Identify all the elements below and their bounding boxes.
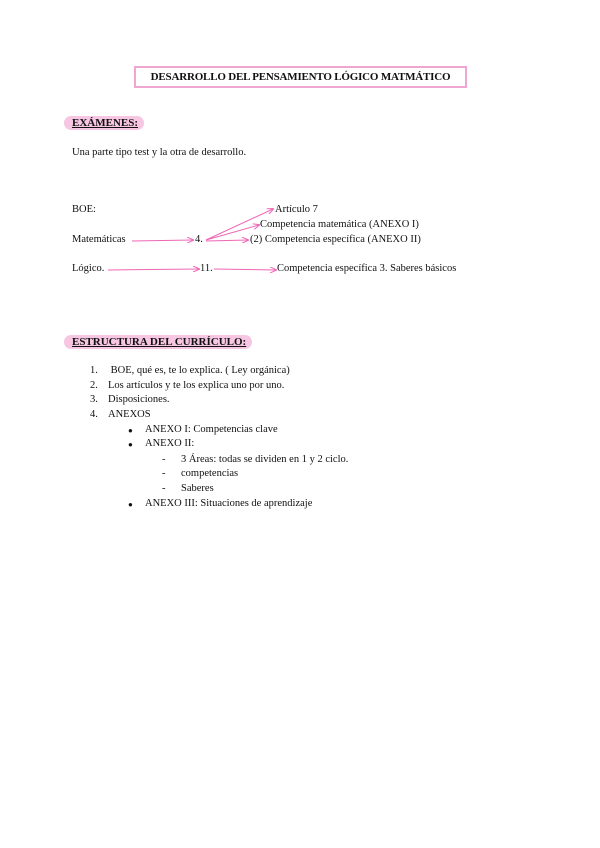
competencia-saberes-label: Competencia específica 3. Saberes básicos [277,263,457,274]
bullet-icon: ● [128,426,133,435]
anexo-item-text: ANEXO III: Situaciones de aprendizaje [145,498,313,509]
arrow-11-to-competencia-saberes [214,269,276,270]
number-4-label: 4. [195,234,203,245]
boe-label: BOE: [72,204,96,215]
list-number: 4. [90,409,98,420]
list-number: 3. [90,394,98,405]
competencia-matematica-label: Competencia matemática (ANEXO I) [260,219,419,230]
dash-icon: - [162,468,166,479]
subitem-text: competencias [181,468,239,479]
anexo-item-text: ANEXO I: Competencias clave [145,424,278,435]
bullet-icon: ● [128,500,133,509]
anexo-item-text: ANEXO II: [145,438,195,449]
logico-label: Lógico. [72,263,105,274]
subitem-text: 3 Áreas: todas se dividen en 1 y 2 ciclo. [181,454,349,465]
list-item-text: Disposiciones. [108,394,170,405]
subitem-text: Saberes [181,483,214,494]
dash-icon: - [162,454,166,465]
list-item-text: BOE, qué es, te lo explica. ( Ley orgánica) [108,365,290,376]
competencia-especifica-label: (2) Competencia específica (ANEXO II) [250,234,421,245]
examenes-heading: EXÁMENES: [64,116,144,130]
examenes-text: Una parte tipo test y la otra de desarrollo. [72,147,247,158]
arrow-4-to-articulo [206,209,273,240]
matematicas-label: Matemáticas [72,234,126,245]
arrow-logico-to-11 [108,269,199,270]
estructura-heading: ESTRUCTURA DEL CURRÍCULO: [64,335,252,349]
bullet-icon: ● [128,440,133,449]
list-number: 2. [90,380,98,391]
document-title: DESARROLLO DEL PENSAMIENTO LÓGICO MATMÁTICO [134,66,467,88]
list-number: 1. [90,365,98,376]
arrow-4-to-competencia-especifica [206,240,248,241]
list-item-text: ANEXOS [108,409,151,420]
arrow-matematicas-to-4 [132,240,193,241]
articulo-label: Artículo 7 [275,204,318,215]
list-item-text: Los artículos y te los explica uno por uno. [108,380,285,391]
dash-icon: - [162,483,166,494]
number-11-label: 11. [200,263,213,274]
